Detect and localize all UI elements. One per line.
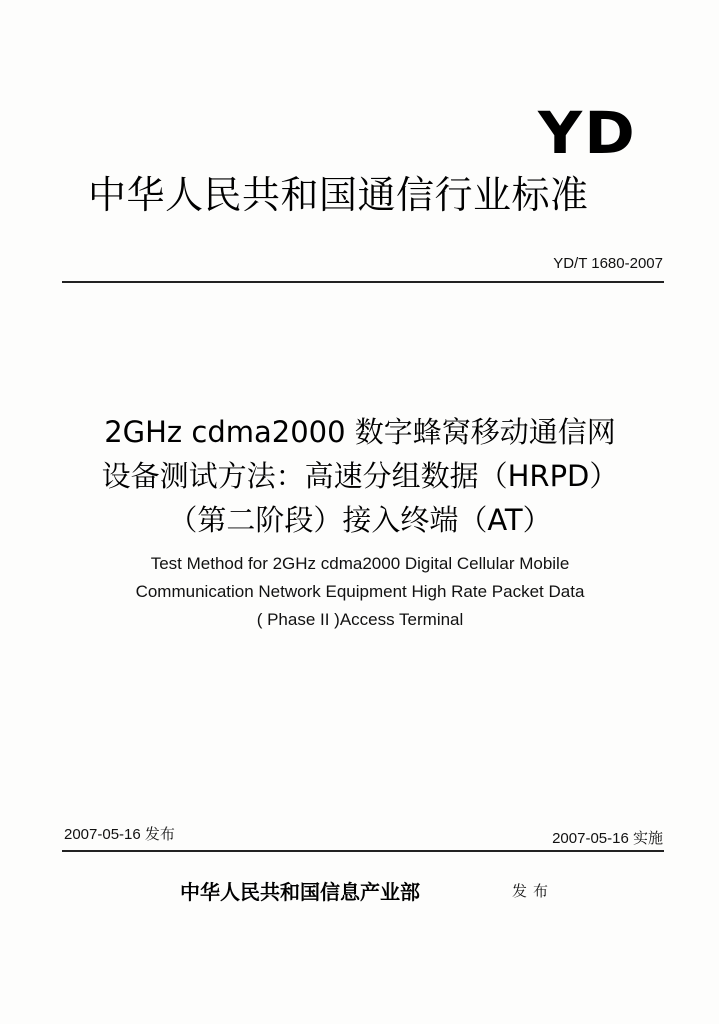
standard-code: YD/T 1680-2007 bbox=[553, 255, 663, 272]
standard-category-title: 中华人民共和国通信行业标准 bbox=[88, 173, 589, 217]
english-title-line-3: ( Phase II )Access Terminal bbox=[256, 610, 464, 629]
chinese-title-line-1: 2GHz cdma2000 数字蜂窝移动通信网 bbox=[104, 415, 616, 449]
header-divider bbox=[62, 281, 664, 283]
implementation-date: 2007-05-16 实施 bbox=[552, 830, 663, 847]
publisher-name: 中华人民共和国信息产业部 bbox=[180, 880, 420, 904]
english-title bbox=[40, 550, 680, 634]
english-title-line-1: Test Method for 2GHz cdma2000 Digital Cellular Mobile bbox=[150, 554, 570, 573]
chinese-title bbox=[40, 410, 680, 542]
issue-date: 2007-05-16 发布 bbox=[64, 826, 175, 843]
yd-logo: YD bbox=[538, 99, 637, 167]
footer-divider bbox=[62, 850, 664, 852]
chinese-title-line-3: （第二阶段）接入终端（AT） bbox=[168, 503, 552, 537]
publisher-suffix: 发布 bbox=[512, 882, 555, 900]
english-title-line-2: Communication Network Equipment High Rate Packet Data bbox=[135, 582, 585, 601]
chinese-title-line-2: 设备测试方法：高速分组数据（HRPD） bbox=[101, 459, 619, 493]
